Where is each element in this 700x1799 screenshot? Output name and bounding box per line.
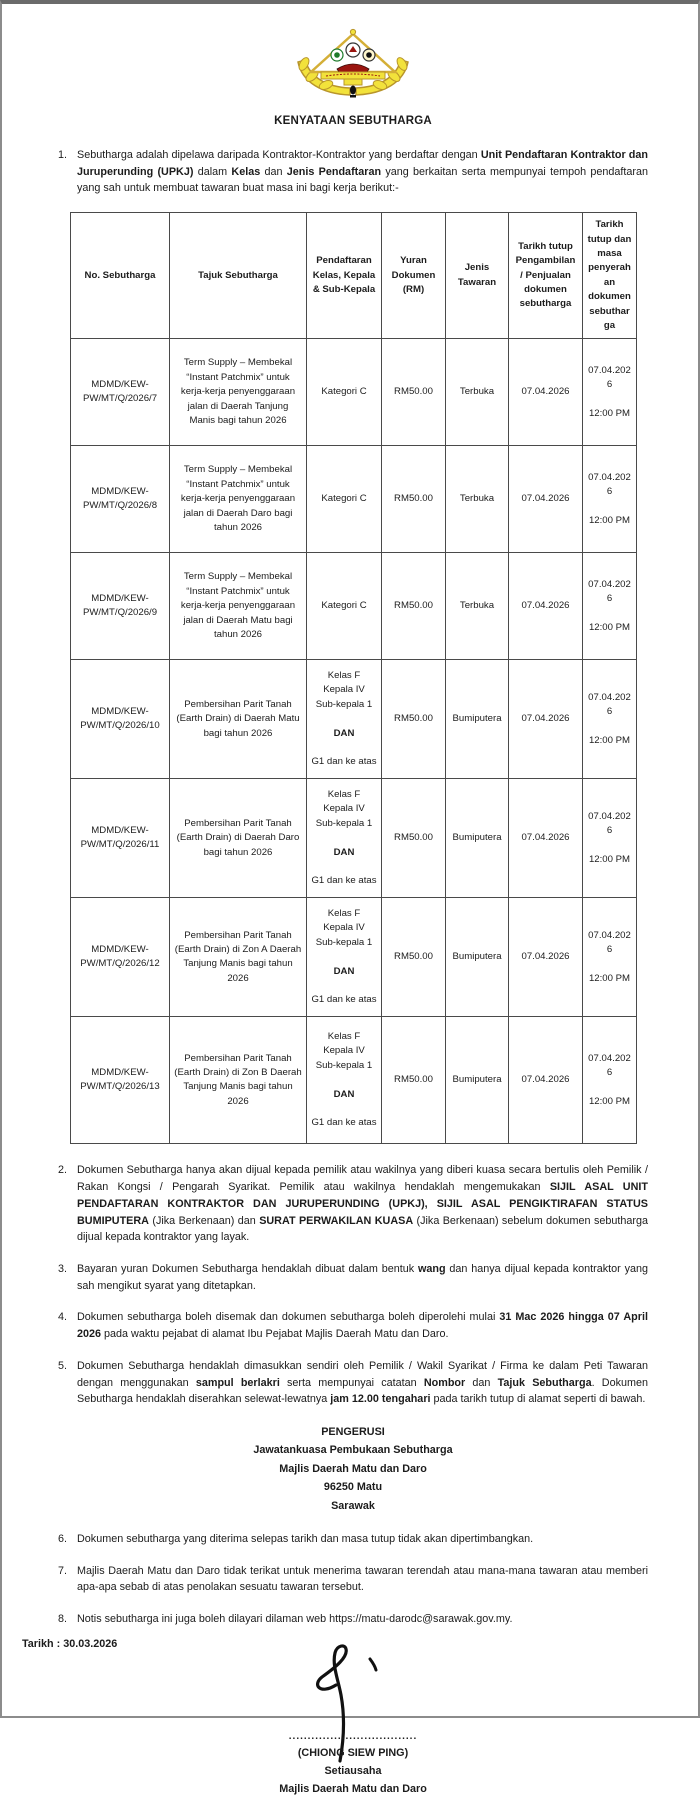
paragraph-text: Bayaran yuran Dokumen Sebutharga hendaklah dibuat dalam bentuk wang dan hanya dijual kepada kontraktor yang sah mengikut syarat yang ditetapkan.	[77, 1263, 648, 1292]
cell-jenis: Terbuka	[446, 339, 509, 446]
cell-tajuk: Pembersihan Parit Tanah (Earth Drain) di Zon A Daerah Tanjung Manis bagi tahun 2026	[170, 898, 307, 1017]
cell-no-sebutharga: MDMD/KEW-PW/MT/Q/2026/9	[71, 553, 170, 660]
paragraph-text: Dokumen Sebutharga hendaklah dimasukkan sendiri oleh Pemilik / Wakil Syarikat / Firma ke dalam Peti Tawaran dengan menggunakan sampul berlakri serta mempunyai catatan Nombor dan Tajuk Sebutharga. Dokumen Sebutharga hendaklah diserahkan selewat-lewatnya jam 12.00 tengahari pada tarikh tutup di alamat seperti di bawah.	[77, 1359, 648, 1406]
cell-jenis: Terbuka	[446, 553, 509, 660]
cell-tarikh-serah: 07.04.2026 12:00 PM	[583, 898, 637, 1017]
cell-tarikh-serah: 07.04.2026 12:00 PM	[583, 339, 637, 446]
cell-tajuk: Term Supply – Membekal “Instant Patchmix” untuk kerja-kerja penyenggaraan jalan di Daerah Matu bagi tahun 2026	[170, 553, 307, 660]
cell-pendaftaran: Kelas F Kepala IV Sub-kepala 1 DAN G1 dan ke atas	[307, 1017, 382, 1144]
col-header-tarikh-tutup-penyerahan: Tarikh tutup dan masa penyerahan dokumen sebutharga	[583, 213, 637, 339]
cell-pendaftaran: Kategori C	[307, 446, 382, 553]
cell-tarikh-serah: 07.04.2026 12:00 PM	[583, 779, 637, 898]
col-header-no-sebutharga: No. Sebutharga	[71, 213, 170, 339]
paragraph-text: Notis sebutharga ini juga boleh dilayari dilaman web https://matu-darodc@sarawak.gov.my.	[77, 1613, 513, 1626]
paragraph-3	[58, 1261, 648, 1294]
cell-jenis: Terbuka	[446, 446, 509, 553]
cell-tajuk: Term Supply – Membekal “Instant Patchmix” untuk kerja-kerja penyenggaraan jalan di Daerah Daro bagi tahun 2026	[170, 446, 307, 553]
cell-tarikh-serah: 07.04.2026 12:00 PM	[583, 553, 637, 660]
cell-tarikh-serah: 07.04.2026 12:00 PM	[583, 446, 637, 553]
page-title: KENYATAAN SEBUTHARGA	[274, 115, 432, 127]
cell-yuran: RM50.00	[382, 446, 446, 553]
table-row	[71, 1017, 637, 1144]
signatory-name: (CHIONG SIEW PING)	[297, 1747, 409, 1760]
table-row	[71, 339, 637, 446]
paragraph-1	[58, 147, 648, 197]
cell-tarikh-jual: 07.04.2026	[509, 339, 583, 446]
cell-yuran: RM50.00	[382, 898, 446, 1017]
table-row	[71, 446, 637, 553]
cell-no-sebutharga: MDMD/KEW-PW/MT/Q/2026/8	[71, 446, 170, 553]
paragraph-text: Majlis Daerah Matu dan Daro tidak terikat untuk menerima tawaran terendah atau mana-mana tawaran atau memberi apa-apa sebab di atas penolakan sesuatu tawaran tersebut.	[77, 1564, 648, 1594]
signature-dotted-line: ..................................	[288, 1730, 418, 1742]
col-header-tajuk-sebutharga: Tajuk Sebutharga	[170, 213, 307, 339]
cell-no-sebutharga: MDMD/KEW-PW/MT/Q/2026/13	[71, 1017, 170, 1144]
paragraph-number: 5.	[58, 1359, 68, 1372]
cell-pendaftaran: Kelas F Kepala IV Sub-kepala 1 DAN G1 dan ke atas	[307, 779, 382, 898]
paragraph-number: 3.	[58, 1263, 68, 1275]
table-row	[71, 779, 637, 898]
crest-container	[58, 26, 648, 105]
table-row	[71, 898, 637, 1017]
cell-tarikh-jual: 07.04.2026	[509, 553, 583, 660]
paragraph-5	[58, 1358, 648, 1408]
paragraph-text: Sebutharga adalah dipelawa daripada Kontraktor-Kontraktor yang berdaftar dengan Unit Pendaftaran Kontraktor dan Juruperunding (UPKJ) dalam Kelas dan Jenis Pendaftaran yang berkaitan serta mempunyai tempoh pendaftaran yang sah untuk membuat tawaran buat masa ini bagi kerja berikut:-	[77, 149, 648, 195]
paragraph-number: 2.	[58, 1164, 68, 1177]
paragraph-number: 7.	[58, 1564, 68, 1577]
cell-pendaftaran: Kelas F Kepala IV Sub-kepala 1 DAN G1 dan ke atas	[307, 898, 382, 1017]
submission-address-block: PENGERUSI Jawatankuasa Pembukaan Sebutharga Majlis Daerah Matu dan Daro 96250 Matu Sarawak	[253, 1426, 453, 1512]
paragraph-number: 6.	[58, 1532, 68, 1545]
cell-tarikh-serah: 07.04.2026 12:00 PM	[583, 1017, 637, 1144]
col-header-pendaftaran: Pendaftaran Kelas, Kepala & Sub-Kepala	[307, 213, 382, 339]
quotation-table	[70, 212, 637, 1144]
col-header-yuran-dokumen: Yuran Dokumen (RM)	[382, 213, 446, 339]
paragraph-6	[58, 1531, 648, 1548]
cell-jenis: Bumiputera	[446, 779, 509, 898]
cell-yuran: RM50.00	[382, 1017, 446, 1144]
cell-tajuk: Pembersihan Parit Tanah (Earth Drain) di Daerah Matu bagi tahun 2026	[170, 660, 307, 779]
cell-pendaftaran: Kelas F Kepala IV Sub-kepala 1 DAN G1 dan ke atas	[307, 660, 382, 779]
cell-tajuk: Pembersihan Parit Tanah (Earth Drain) di Zon B Daerah Tanjung Manis bagi tahun 2026	[170, 1017, 307, 1144]
signatory-position: Setiausaha	[324, 1765, 382, 1778]
cell-yuran: RM50.00	[382, 779, 446, 898]
cell-tarikh-jual: 07.04.2026	[509, 1017, 583, 1144]
document-date: Tarikh : 30.03.2026	[22, 1638, 118, 1650]
cell-tarikh-jual: 07.04.2026	[509, 898, 583, 1017]
table-header-row	[71, 213, 637, 339]
cell-jenis: Bumiputera	[446, 660, 509, 779]
paragraph-2	[58, 1162, 648, 1246]
cell-no-sebutharga: MDMD/KEW-PW/MT/Q/2026/10	[71, 660, 170, 779]
paragraph-number: 4.	[58, 1311, 68, 1324]
cell-jenis: Bumiputera	[446, 1017, 509, 1144]
cell-yuran: RM50.00	[382, 339, 446, 446]
cell-no-sebutharga: MDMD/KEW-PW/MT/Q/2026/12	[71, 898, 170, 1017]
paragraph-text: Dokumen sebutharga boleh disemak dan dokumen sebutharga boleh diperolehi mulai 31 Mac 2026 hingga 07 April 2026 pada waktu pejabat di alamat Ibu Pejabat Majlis Daerah Matu dan Daro.	[77, 1311, 648, 1341]
cell-tarikh-serah: 07.04.2026 12:00 PM	[583, 660, 637, 779]
paragraph-4	[58, 1309, 648, 1342]
paragraph-number: 8.	[58, 1613, 68, 1626]
cell-tajuk: Term Supply – Membekal “Instant Patchmix” untuk kerja-kerja penyenggaraan jalan di Daerah Tanjung Manis bagi tahun 2026	[170, 339, 307, 446]
cell-no-sebutharga: MDMD/KEW-PW/MT/Q/2026/7	[71, 339, 170, 446]
paragraph-number: 1.	[58, 149, 68, 161]
cell-tajuk: Pembersihan Parit Tanah (Earth Drain) di Daerah Daro bagi tahun 2026	[170, 779, 307, 898]
cell-yuran: RM50.00	[382, 553, 446, 660]
cell-tarikh-jual: 07.04.2026	[509, 779, 583, 898]
table-row	[71, 660, 637, 779]
paragraph-text: Dokumen Sebutharga hanya akan dijual kepada pemilik atau wakilnya yang diberi kuasa secara bertulis oleh Pemilik / Rakan Kongsi / Pengarah Syarikat. Pemilik atau wakilnya hendaklah mengemukakan SIJIL ASAL UNIT PENDAFTARAN KONTRAKTOR DAN JURUPERUNDING (UPKJ), SIJIL ASAL PENGIKTIRAFAN STATUS BUMIPUTERA (Jika Berkenaan) dan SURAT PERWAKILAN KUASA (Jika Berkenaan) sebelum dokumen sebutharga dijual kepada kontraktor yang layak.	[77, 1164, 648, 1244]
cell-pendaftaran: Kategori C	[307, 339, 382, 446]
cell-jenis: Bumiputera	[446, 898, 509, 1017]
signatory-organisation: Majlis Daerah Matu dan Daro	[279, 1782, 427, 1795]
paragraph-text: Dokumen sebutharga yang diterima selepas tarikh dan masa tutup tidak akan dipertimbangkan.	[77, 1532, 534, 1545]
col-header-jenis-tawaran: Jenis Tawaran	[446, 213, 509, 339]
table-row	[71, 553, 637, 660]
paragraph-8	[58, 1611, 648, 1628]
council-crest-logo	[290, 26, 416, 100]
cell-tarikh-jual: 07.04.2026	[509, 660, 583, 779]
cell-tarikh-jual: 07.04.2026	[509, 446, 583, 553]
col-header-tarikh-tutup-penjualan: Tarikh tutup Pengambilan / Penjualan dokumen sebutharga	[509, 213, 583, 339]
cell-no-sebutharga: MDMD/KEW-PW/MT/Q/2026/11	[71, 779, 170, 898]
signature-block	[58, 1643, 648, 1799]
paragraph-7	[58, 1563, 648, 1596]
cell-yuran: RM50.00	[382, 660, 446, 779]
cell-pendaftaran: Kategori C	[307, 553, 382, 660]
